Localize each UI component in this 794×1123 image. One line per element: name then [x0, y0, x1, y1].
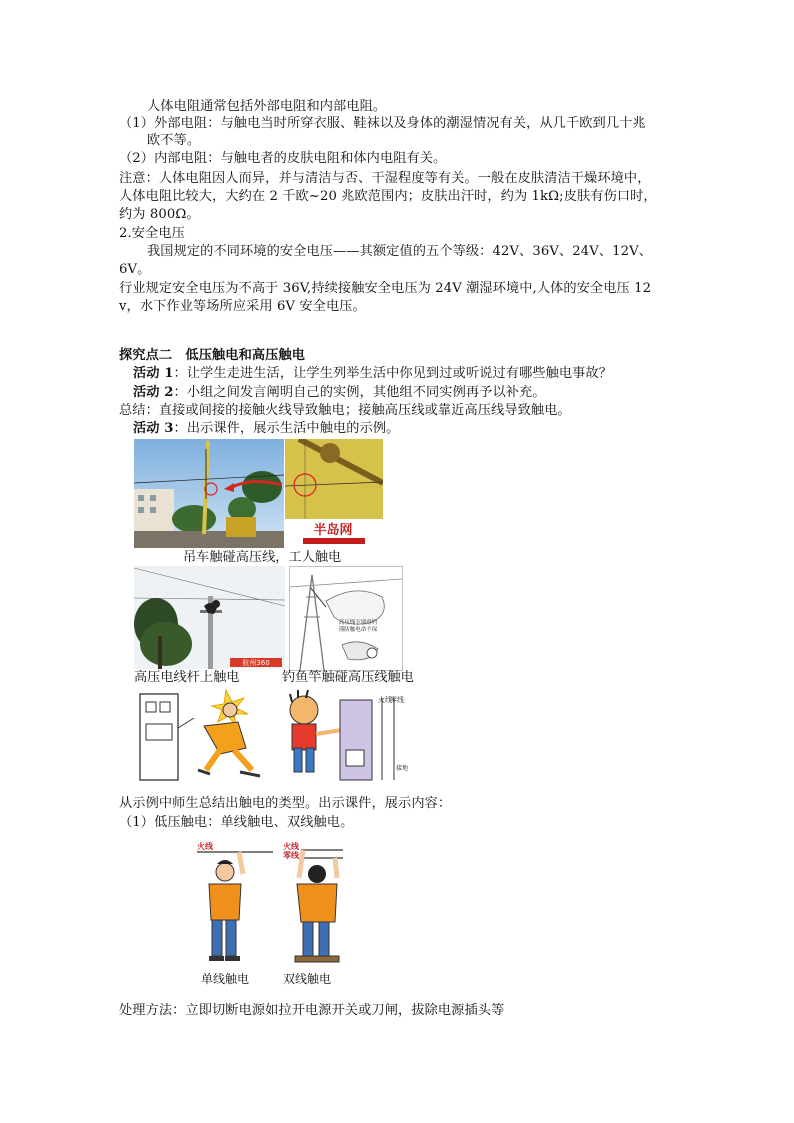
fishing-cartoon: [289, 566, 403, 671]
double-live-label: 火线: [283, 842, 299, 851]
activity-2: [133, 384, 546, 401]
double-neutral-label: 零线: [283, 851, 299, 860]
caption-crane: 吊车触碰高压线，工人触电: [183, 550, 342, 565]
single-live-label: 火线: [197, 842, 213, 851]
caption-single-line: 单线触电: [201, 972, 250, 986]
outlet-neutral-label: 零线: [390, 696, 404, 704]
paragraph-handling-method: 处理方法：立即切断电源如拉开电源开关或刀闸，拔除电源插头等: [119, 1003, 505, 1018]
summary: 总结：直接或间接的接触火线导致触电；接触高压线或靠近高压线导致触电。: [119, 403, 571, 418]
activity-1: [133, 365, 612, 382]
paragraph-body-resistance: 人体电阻通常包括外部电阻和内部电阻。: [147, 99, 387, 114]
activity-3: [133, 420, 399, 437]
activity-1-label: 活动 1: [133, 366, 174, 381]
outlet-live-label: 火线: [378, 696, 392, 704]
section-safe-voltage: 2.安全电压: [119, 226, 185, 241]
electric-shock-cartoon: [134, 688, 269, 783]
activity-2-text: ：小组之间发言阐明自己的实例，其他组不同实例再予以补充。: [173, 385, 546, 400]
news-watermark: 半岛网: [313, 523, 353, 538]
paragraph-external-resistance: （1）外部电阻：与触电当时所穿衣服、鞋袜以及身体的潮湿情况有关，从几千欧到几十兆: [119, 116, 646, 131]
paragraph-safe-voltage-levels: 我国规定的不同环境的安全电压——其额定值的五个等级：42V、36V、24V、12V、: [147, 244, 653, 259]
outlet-ground-label: 接地: [396, 765, 409, 772]
paragraph-external-resistance-cont: 欧不等。: [147, 133, 201, 148]
caption-fishing: 钓鱼竿触碰高压线触电: [282, 670, 414, 685]
hz-watermark: 杭州360: [242, 659, 270, 667]
activity-3-text: ：出示课件，展示生活中触电的示例。: [173, 421, 400, 436]
crane-photo: [134, 439, 284, 548]
activity-1-text: ：让学生走进生活，让学生列举生活中你见到过或听说过有哪些触电事故？: [173, 366, 613, 381]
activity-2-label: 活动 2: [133, 385, 174, 400]
fish-note-2: 谨防触电命不保: [338, 627, 378, 633]
paragraph-safe-voltage-levels-cont: 6V。: [119, 262, 151, 277]
caption-pole: 高压电线杆上触电: [134, 670, 240, 685]
paragraph-industry-rule-cont: v，水下作业等场所应采用 6V 安全电压。: [119, 299, 366, 314]
paragraph-note-line3: 约为 800Ω。: [119, 207, 200, 222]
crane-closeup-photo: [285, 439, 383, 548]
paragraph-note-line2: 人体电阻比较大，大约在 2 千欧~20 兆欧范围内；皮肤出汗时，约为 1kΩ;皮肤有伤口时，: [119, 189, 657, 204]
section-heading: 探究点二 低压触电和高压触电: [119, 348, 306, 363]
outlet-shock-cartoon: [282, 690, 412, 782]
caption-double-line: 双线触电: [283, 972, 332, 986]
single-double-shock-illustration: [195, 838, 345, 970]
paragraph-shock-types: 从示例中师生总结出触电的类型。出示课件，展示内容：: [119, 796, 452, 811]
paragraph-note: 注意：人体电阻因人而异，并与清洁与否、干湿程度等有关。一般在皮肤清洁干燥环境中，: [119, 171, 651, 186]
paragraph-low-voltage: （1）低压触电：单线触电、双线触电。: [119, 815, 354, 830]
activity-3-label: 活动 3: [133, 421, 174, 436]
fish-note-1: 高压线下别垂钓: [338, 620, 378, 626]
paragraph-internal-resistance: （2）内部电阻：与触电者的皮肤电阻和体内电阻有关。: [119, 151, 447, 166]
paragraph-industry-rule: 行业规定安全电压为不高于 36V,持续接触安全电压为 24V 潮湿环境中,人体的安全电压 12: [119, 281, 652, 296]
pole-photo: [134, 566, 285, 669]
